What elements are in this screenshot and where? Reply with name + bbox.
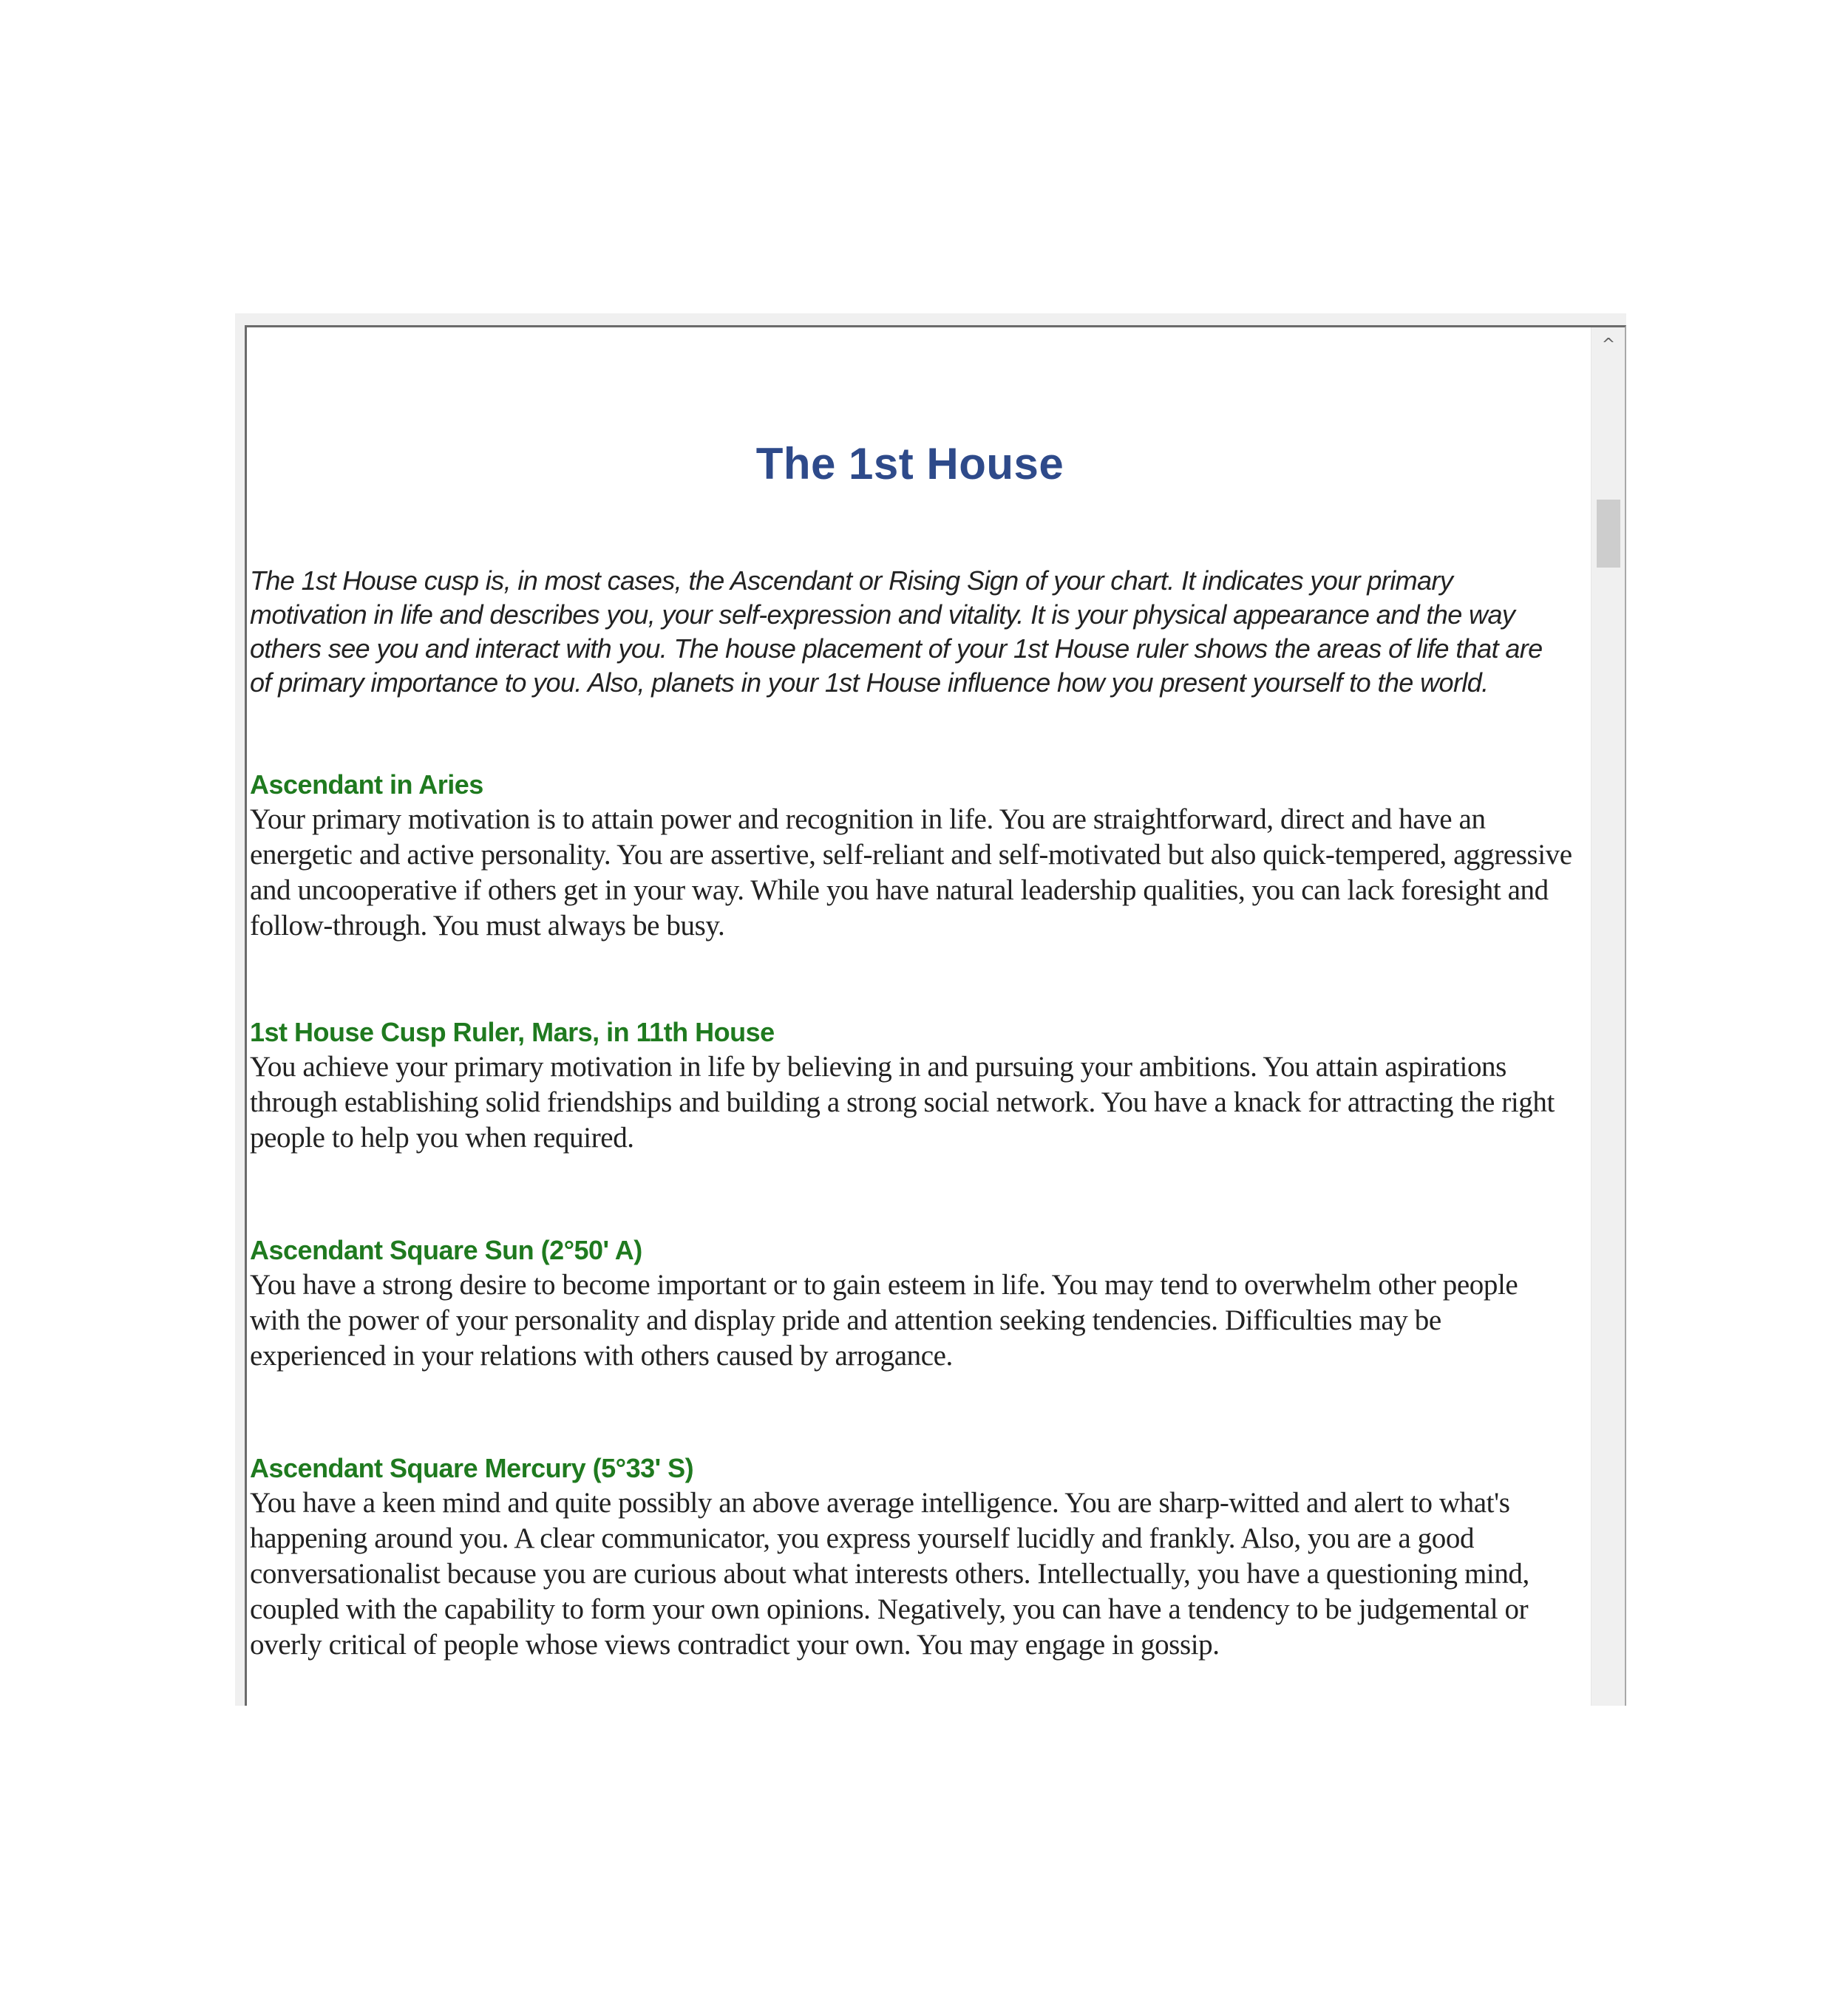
vertical-scrollbar[interactable]	[1591, 327, 1625, 1706]
section-heading: 1st House Cusp Ruler, Mars, in 11th House	[250, 1017, 775, 1047]
section-cusp-ruler-mars	[250, 1015, 1573, 1156]
section-ascendant-square-mercury	[250, 1451, 1573, 1663]
scrollbar-thumb[interactable]	[1597, 500, 1620, 568]
section-body: You have a keen mind and quite possibly an above average intelligence. You are sharp-witted and alert to what's happening around you. A clear communicator, you express yourself lucidly and frankly. Also, you are a good conversationalist because you are curious about what interests others. Intellectually, you have a questioning mind, coupled with the capability to form your own opinions. Negatively, you can have a tendency to be judgemental or overly critical of people whose views contradict your own. You may engage in gossip.	[250, 1487, 1529, 1661]
intro-paragraph: The 1st House cusp is, in most cases, the Ascendant or Rising Sign of your chart. It indicates your primary motivation in life and describes you, your self-expression and vitality. It is your physical appearance and the way others see you and interact with you. The house placement of your 1st House ruler shows the areas of life that are of primary importance to you. Also, planets in your 1st House influence how you present yourself to the world.	[250, 565, 1543, 698]
section-ascendant-in-aries	[250, 768, 1573, 944]
section-body: Your primary motivation is to attain power and recognition in life. You are straightforward, direct and have an energetic and active personality. You are assertive, self-reliant and self-motivated but also quick-tempered, aggressive and uncooperative if others get in your way. While you have natural leadership qualities, you can lack foresight and follow-through. You must always be busy.	[250, 803, 1572, 942]
section-heading: Ascendant Square Sun (2°50' A)	[250, 1235, 642, 1265]
section-body: You have a strong desire to become important or to gain esteem in life. You may tend to overwhelm other people with the power of your personality and display pride and attention seeking tendencies. Difficulties may be experienced in your relations with others caused by arrogance.	[250, 1269, 1518, 1372]
section-body: You achieve your primary motivation in life by believing in and pursuing your ambitions. You attain aspirations through establishing solid friendships and building a strong social network. You have a knack for attracting the right people to help you when required.	[250, 1051, 1555, 1154]
report-viewport[interactable]	[245, 325, 1626, 1706]
chevron-up-icon[interactable]: ^	[1601, 335, 1616, 354]
section-heading: Ascendant in Aries	[250, 769, 483, 800]
section-ascendant-square-sun	[250, 1233, 1573, 1374]
section-heading: Ascendant Square Mercury (5°33' S)	[250, 1453, 694, 1483]
page-title: The 1st House	[755, 439, 1064, 489]
report-window	[235, 313, 1626, 1706]
